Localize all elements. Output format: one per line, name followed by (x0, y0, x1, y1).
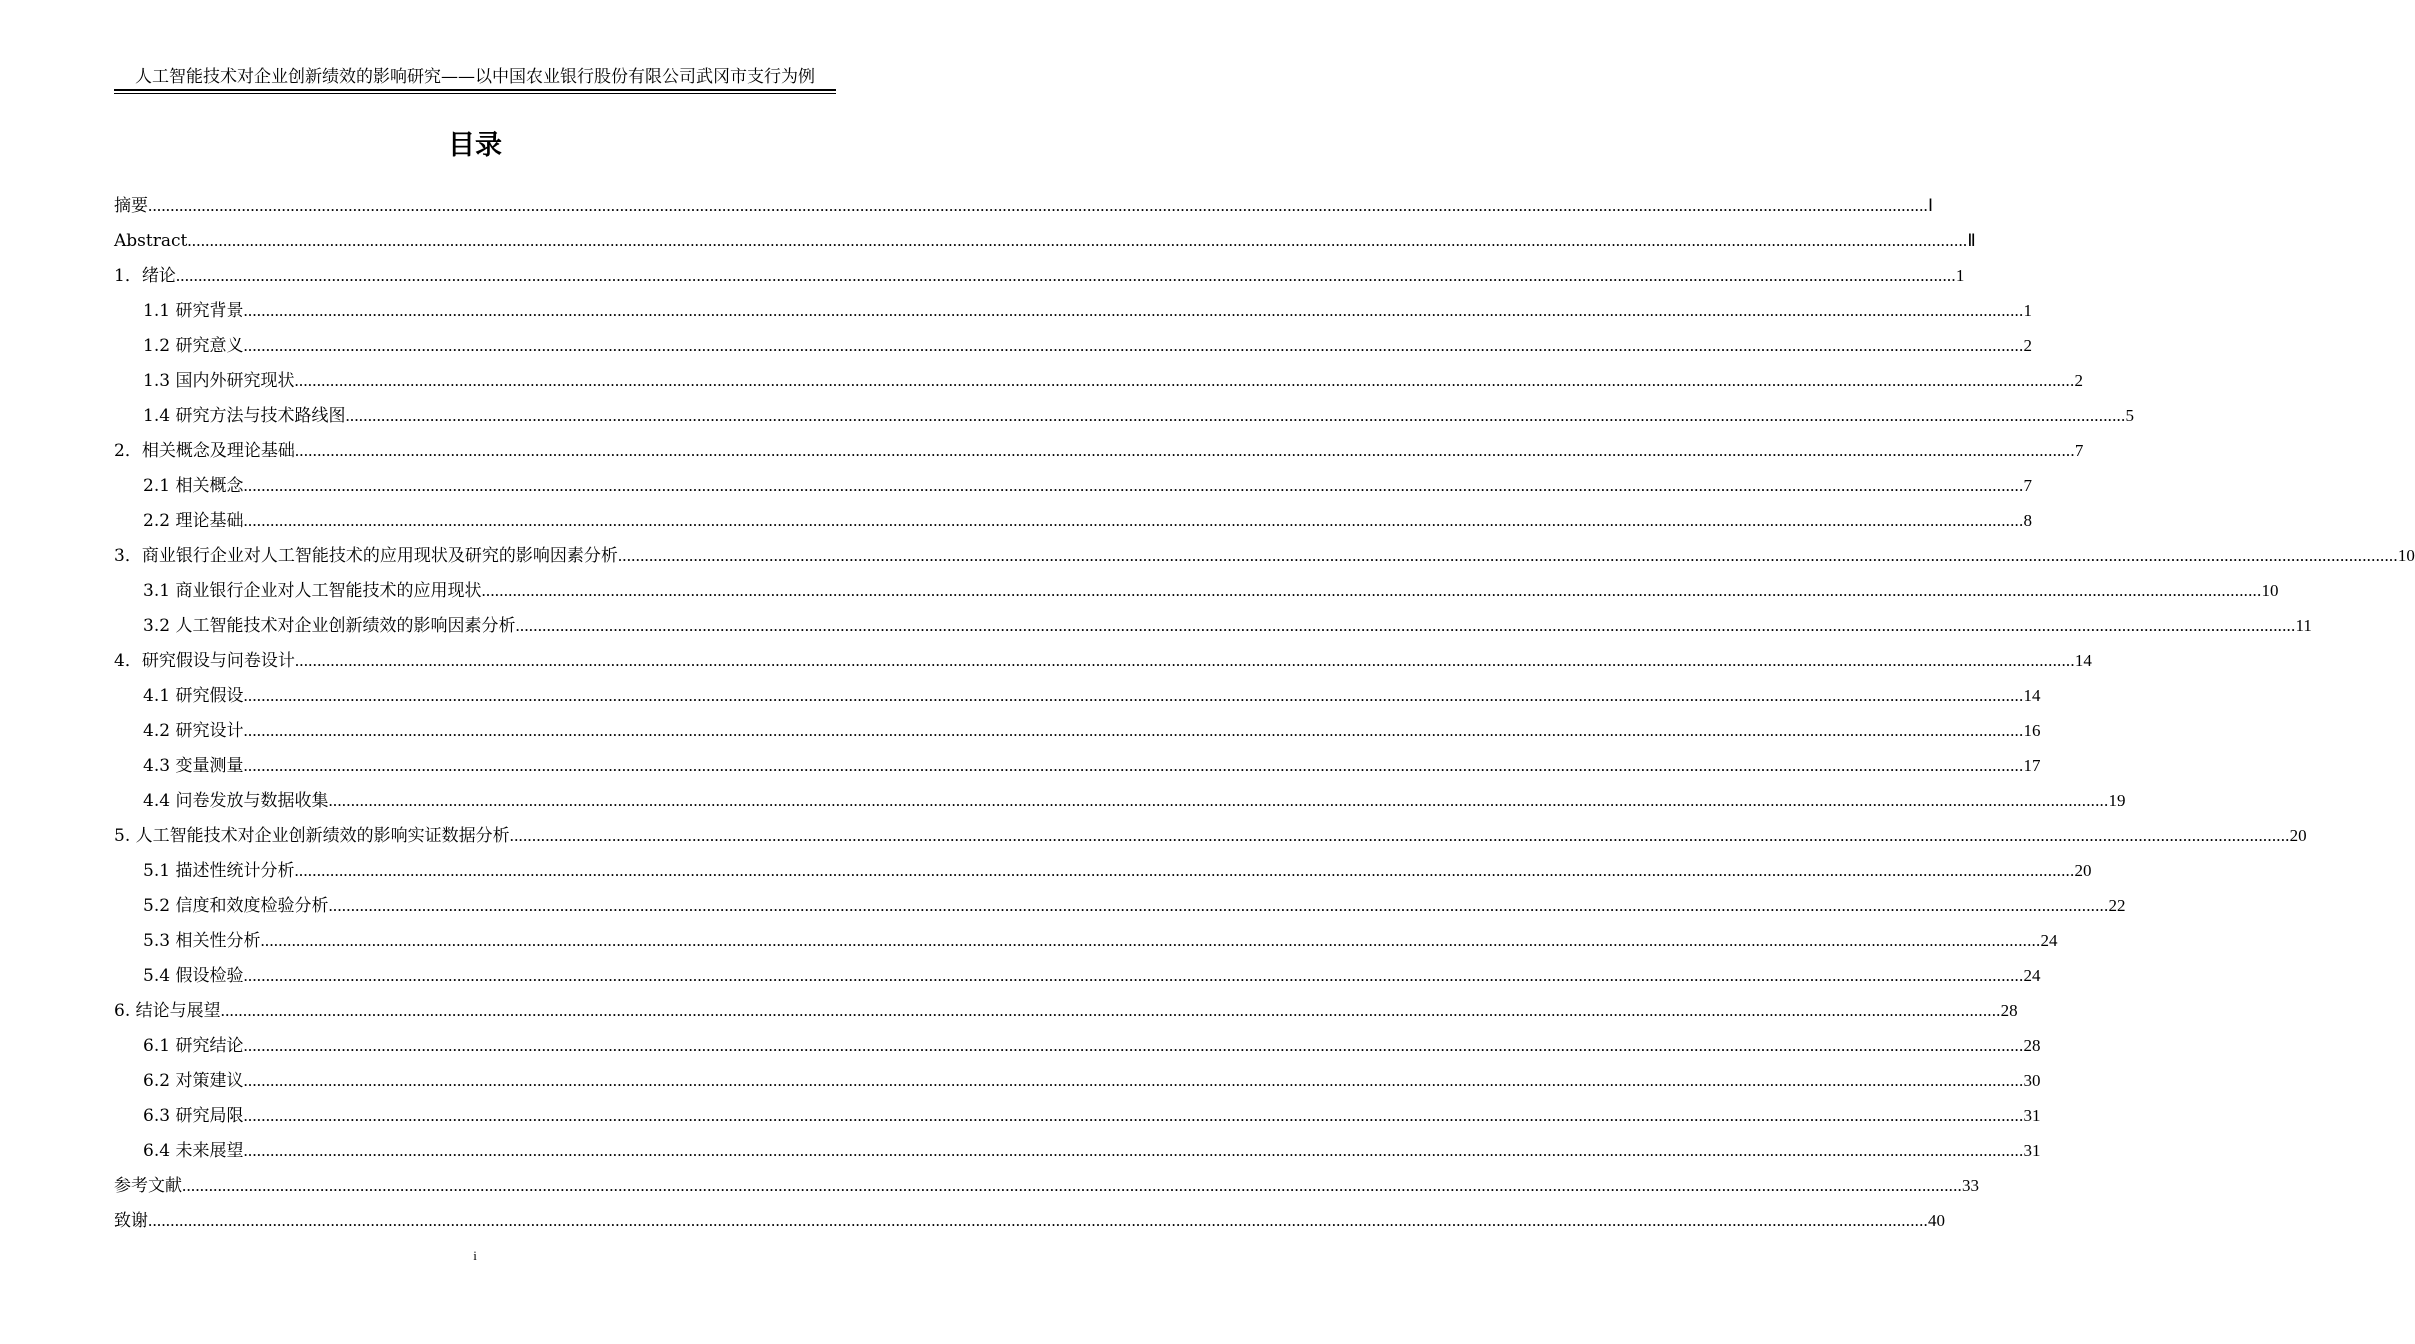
toc-entry-label: 4.3 变量测量 (143, 756, 244, 776)
toc-entry-page: 11 (2295, 616, 2312, 635)
toc-entry[interactable] (114, 328, 2032, 363)
toc-entry-label: 1.3 国内外研究现状 (143, 371, 295, 391)
toc-entry-label: 6. 结论与展望 (114, 1001, 221, 1021)
toc-entry[interactable] (114, 188, 1934, 223)
toc-entry-label: 3.1 商业银行企业对人工智能技术的应用现状 (143, 581, 482, 601)
toc-entry[interactable] (114, 398, 2134, 433)
toc-entry[interactable] (114, 293, 2032, 328)
toc-entry[interactable] (114, 958, 2041, 993)
toc-entry-label: Abstract (114, 231, 188, 251)
toc-entry-label: 3.2 人工智能技术对企业创新绩效的影响因素分析 (143, 616, 516, 636)
toc-entry-page: 14 (2074, 651, 2092, 670)
toc-entry-page: 8 (2023, 511, 2032, 530)
toc-entry-page: 24 (2023, 966, 2041, 985)
toc-entry-page: 1 (2023, 301, 2032, 320)
toc-dot-leader: ................................................................................................................................................................................................................................................................................................................................................................................................................ (617, 546, 2398, 565)
toc-entry[interactable] (114, 1098, 2041, 1133)
toc-entry-label: 参考文献 (114, 1176, 182, 1196)
toc-entry-page: 2 (2023, 336, 2032, 355)
toc-dot-leader: ................................................................................................................................................................................................................................................................................................................................................................................................................ (187, 231, 1968, 250)
toc-entry[interactable] (114, 643, 2092, 678)
toc-dot-leader: ................................................................................................................................................................................................................................................................................................................................................................................................................ (294, 861, 2075, 880)
toc-entry-label: 5.1 描述性统计分析 (143, 861, 295, 881)
toc-dot-leader: ................................................................................................................................................................................................................................................................................................................................................................................................................ (294, 441, 2075, 460)
toc-entry-label: 6.2 对策建议 (143, 1071, 244, 1091)
toc-dot-leader: ................................................................................................................................................................................................................................................................................................................................................................................................................ (328, 791, 2109, 810)
toc-entry[interactable] (114, 818, 2307, 853)
toc-entry[interactable] (114, 538, 2415, 573)
toc-entry-page: 33 (1962, 1176, 1979, 1195)
toc-entry-label: 2.2 理论基础 (143, 511, 244, 531)
toc-entry-label: 5. 人工智能技术对企业创新绩效的影响实证数据分析 (114, 826, 510, 846)
toc-dot-leader: ................................................................................................................................................................................................................................................................................................................................................................................................................ (243, 1141, 2024, 1160)
toc-entry-label: 3．商业银行企业对人工智能技术的应用现状及研究的影响因素分析 (114, 546, 618, 566)
toc-entry[interactable] (114, 258, 1965, 293)
toc-entry-label: 5.3 相关性分析 (143, 931, 261, 951)
toc-entry[interactable] (114, 993, 2018, 1028)
toc-entry[interactable] (114, 713, 2041, 748)
toc-entry-page: 1 (1955, 266, 1965, 285)
toc-entry[interactable] (114, 748, 2041, 783)
toc-entry-label: 1.1 研究背景 (143, 301, 244, 321)
toc-entry-page: 28 (2023, 1036, 2041, 1055)
toc-entry[interactable] (114, 608, 2312, 643)
toc-entry-page: 10 (2397, 546, 2415, 565)
toc-entry[interactable] (114, 1203, 1945, 1238)
toc-entry-label: 摘要 (114, 196, 148, 216)
toc-entry-label: 4.2 研究设计 (143, 721, 244, 741)
toc-title: 目录 (448, 130, 502, 161)
toc-entry-page: Ⅱ (1967, 231, 1976, 250)
toc-dot-leader: ................................................................................................................................................................................................................................................................................................................................................................................................................ (175, 266, 1956, 285)
toc-entry[interactable] (114, 1063, 2041, 1098)
toc-dot-leader: ................................................................................................................................................................................................................................................................................................................................................................................................................ (243, 1106, 2024, 1125)
toc-entry-label: 4．研究假设与问卷设计 (114, 651, 295, 671)
toc-entry-page: 14 (2023, 686, 2041, 705)
toc-dot-leader: ................................................................................................................................................................................................................................................................................................................................................................................................................ (509, 826, 2290, 845)
toc-entry-label: 6.1 研究结论 (143, 1036, 244, 1056)
table-of-contents (114, 188, 2415, 1238)
toc-dot-leader: ................................................................................................................................................................................................................................................................................................................................................................................................................ (243, 686, 2024, 705)
header-rule (114, 89, 836, 94)
toc-entry-page: 2 (2074, 371, 2083, 390)
toc-entry-page: 20 (2289, 826, 2307, 845)
toc-entry-page: 5 (2125, 406, 2134, 425)
toc-entry-label: 1.2 研究意义 (143, 336, 244, 356)
toc-dot-leader: ................................................................................................................................................................................................................................................................................................................................................................................................................ (182, 1176, 1962, 1195)
toc-dot-leader: ................................................................................................................................................................................................................................................................................................................................................................................................................ (515, 616, 2296, 635)
toc-dot-leader: ................................................................................................................................................................................................................................................................................................................................................................................................................ (243, 511, 2024, 530)
toc-dot-leader: ................................................................................................................................................................................................................................................................................................................................................................................................................ (243, 1071, 2024, 1090)
toc-entry-label: 5.4 假设检验 (143, 966, 244, 986)
toc-entry[interactable] (114, 1028, 2041, 1063)
toc-entry-label: 5.2 信度和效度检验分析 (143, 896, 329, 916)
toc-dot-leader: ................................................................................................................................................................................................................................................................................................................................................................................................................ (220, 1001, 2001, 1020)
toc-entry[interactable] (114, 1168, 1979, 1203)
toc-dot-leader: ................................................................................................................................................................................................................................................................................................................................................................................................................ (243, 301, 2024, 320)
toc-entry-label: 1.4 研究方法与技术路线图 (143, 406, 346, 426)
toc-entry-page: 28 (2000, 1001, 2018, 1020)
toc-entry-page: 31 (2023, 1106, 2041, 1125)
toc-entry-label: 6.4 未来展望 (143, 1141, 244, 1161)
toc-entry[interactable] (114, 888, 2126, 923)
toc-entry[interactable] (114, 433, 2084, 468)
toc-entry-page: 22 (2108, 896, 2126, 915)
toc-entry-label: 1．绪论 (114, 266, 176, 286)
running-header: 人工智能技术对企业创新绩效的影响研究——以中国农业银行股份有限公司武冈市支行为例 (135, 67, 815, 87)
toc-entry-page: 17 (2023, 756, 2041, 775)
toc-entry-label: 2.1 相关概念 (143, 476, 244, 496)
toc-dot-leader: ................................................................................................................................................................................................................................................................................................................................................................................................................ (345, 406, 2126, 425)
toc-entry-page: 40 (1928, 1211, 1945, 1230)
toc-dot-leader: ................................................................................................................................................................................................................................................................................................................................................................................................................ (481, 581, 2262, 600)
toc-dot-leader: ................................................................................................................................................................................................................................................................................................................................................................................................................ (260, 931, 2041, 950)
toc-dot-leader: ................................................................................................................................................................................................................................................................................................................................................................................................................ (243, 1036, 2024, 1055)
toc-entry-label: 6.3 研究局限 (143, 1106, 244, 1126)
toc-entry-page: 7 (2074, 441, 2084, 460)
toc-entry-page: 20 (2074, 861, 2092, 880)
toc-entry[interactable] (114, 503, 2032, 538)
toc-entry-label: 4.4 问卷发放与数据收集 (143, 791, 329, 811)
toc-entry-page: 7 (2023, 476, 2032, 495)
page-number: i (473, 1248, 477, 1263)
toc-entry-page: 30 (2023, 1071, 2041, 1090)
toc-entry[interactable] (114, 923, 2058, 958)
toc-entry-page: 24 (2040, 931, 2058, 950)
toc-dot-leader: ................................................................................................................................................................................................................................................................................................................................................................................................................ (243, 336, 2024, 355)
toc-dot-leader: ................................................................................................................................................................................................................................................................................................................................................................................................................ (148, 196, 1928, 215)
toc-dot-leader: ................................................................................................................................................................................................................................................................................................................................................................................................................ (243, 476, 2024, 495)
toc-entry[interactable] (114, 853, 2092, 888)
toc-dot-leader: ................................................................................................................................................................................................................................................................................................................................................................................................................ (243, 966, 2024, 985)
toc-entry[interactable] (114, 783, 2126, 818)
toc-entry[interactable] (114, 363, 2083, 398)
toc-dot-leader: ................................................................................................................................................................................................................................................................................................................................................................................................................ (148, 1211, 1928, 1230)
toc-entry[interactable] (114, 1133, 2041, 1168)
toc-entry-label: 4.1 研究假设 (143, 686, 244, 706)
toc-entry[interactable] (114, 468, 2032, 503)
toc-entry[interactable] (114, 678, 2041, 713)
toc-entry[interactable] (114, 223, 1976, 258)
toc-entry-page: 10 (2261, 581, 2279, 600)
toc-entry-label: 2．相关概念及理论基础 (114, 441, 295, 461)
toc-entry[interactable] (114, 573, 2279, 608)
toc-dot-leader: ................................................................................................................................................................................................................................................................................................................................................................................................................ (328, 896, 2109, 915)
toc-entry-label: 致谢 (114, 1211, 148, 1231)
toc-entry-page: 31 (2023, 1141, 2041, 1160)
toc-dot-leader: ................................................................................................................................................................................................................................................................................................................................................................................................................ (243, 756, 2024, 775)
toc-dot-leader: ................................................................................................................................................................................................................................................................................................................................................................................................................ (243, 721, 2024, 740)
toc-dot-leader: ................................................................................................................................................................................................................................................................................................................................................................................................................ (294, 371, 2075, 390)
toc-entry-page: Ⅰ (1928, 196, 1934, 215)
toc-entry-page: 19 (2108, 791, 2126, 810)
toc-dot-leader: ................................................................................................................................................................................................................................................................................................................................................................................................................ (294, 651, 2075, 670)
toc-entry-page: 16 (2023, 721, 2041, 740)
